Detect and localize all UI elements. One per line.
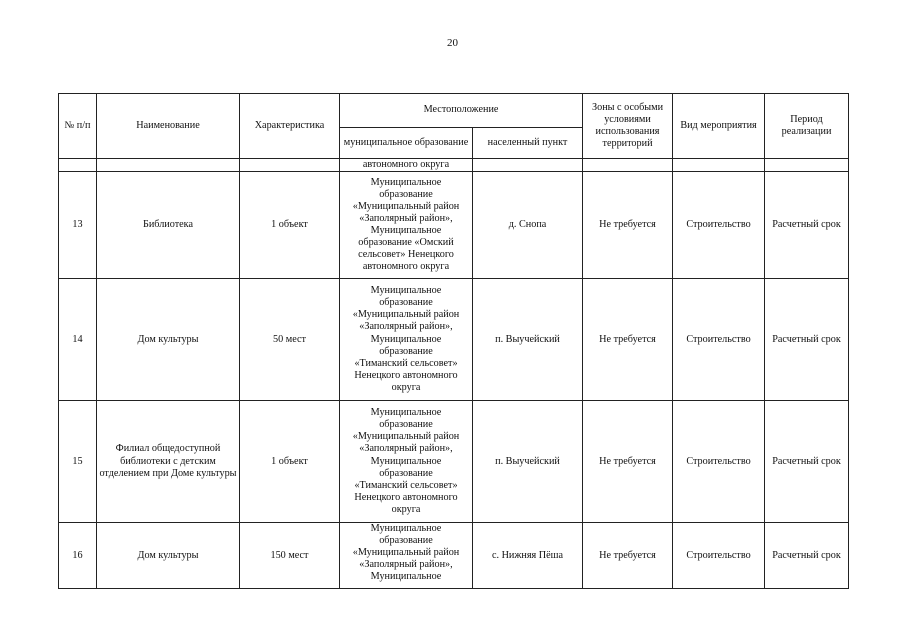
table-row: [59, 279, 849, 401]
row-name: Дом культуры: [97, 523, 240, 589]
row-settlement: п. Выучейский: [473, 401, 583, 523]
table-row-continuation: [59, 159, 849, 172]
row-municipal: Муниципальное образование «Муниципальный район «Заполярный район», Муниципальное образование «Омский сельсовет» Ненецкого автономного округа: [340, 172, 473, 279]
header-municipal: муниципальное образование: [340, 128, 473, 159]
row-name: Библиотека: [97, 172, 240, 279]
row-name: Дом культуры: [97, 279, 240, 401]
row-municipal: Муниципальное образование «Муниципальный район «Заполярный район», Муниципальное образование «Тиманский сельсовет» Ненецкого автономного округа: [340, 279, 473, 401]
facilities-table: [58, 93, 849, 589]
row-num: 13: [59, 172, 97, 279]
row-settlement: с. Нижняя Пёша: [473, 523, 583, 589]
row-zones: Не требуется: [583, 279, 673, 401]
header-event-type: Вид мероприятия: [673, 94, 765, 159]
row-event-type: Строительство: [673, 172, 765, 279]
table-row: [59, 172, 849, 279]
row-period: Расчетный срок: [765, 172, 849, 279]
row-num: 14: [59, 279, 97, 401]
row-period: Расчетный срок: [765, 279, 849, 401]
row-characteristic: 1 объект: [240, 172, 340, 279]
continuation-municipal: автономного округа: [340, 159, 473, 172]
row-name: Филиал общедоступной библиотеки с детским отделением при Доме культуры: [97, 401, 240, 523]
row-characteristic: 50 мест: [240, 279, 340, 401]
row-zones: Не требуется: [583, 523, 673, 589]
table-row: [59, 401, 849, 523]
header-characteristic: Характеристика: [240, 94, 340, 159]
header-zones: Зоны с особыми условиями использования территорий: [583, 94, 673, 159]
row-settlement: д. Снопа: [473, 172, 583, 279]
header-location: Местоположение: [340, 94, 583, 128]
row-zones: Не требуется: [583, 401, 673, 523]
row-zones: Не требуется: [583, 172, 673, 279]
row-num: 15: [59, 401, 97, 523]
header-num: № п/п: [59, 94, 97, 159]
row-municipal: Муниципальное образование «Муниципальный район «Заполярный район», Муниципальное: [340, 523, 473, 589]
row-event-type: Строительство: [673, 523, 765, 589]
header-period: Период реализации: [765, 94, 849, 159]
row-characteristic: 150 мест: [240, 523, 340, 589]
row-period: Расчетный срок: [765, 523, 849, 589]
row-characteristic: 1 объект: [240, 401, 340, 523]
row-event-type: Строительство: [673, 279, 765, 401]
row-num: 16: [59, 523, 97, 589]
page-number: 20: [447, 37, 458, 49]
row-municipal: Муниципальное образование «Муниципальный район «Заполярный район», Муниципальное образование «Тиманский сельсовет» Ненецкого автономного округа: [340, 401, 473, 523]
row-period: Расчетный срок: [765, 401, 849, 523]
row-event-type: Строительство: [673, 401, 765, 523]
header-name: Наименование: [97, 94, 240, 159]
table-row: [59, 523, 849, 589]
header-settlement: населенный пункт: [473, 128, 583, 159]
row-settlement: п. Выучейский: [473, 279, 583, 401]
